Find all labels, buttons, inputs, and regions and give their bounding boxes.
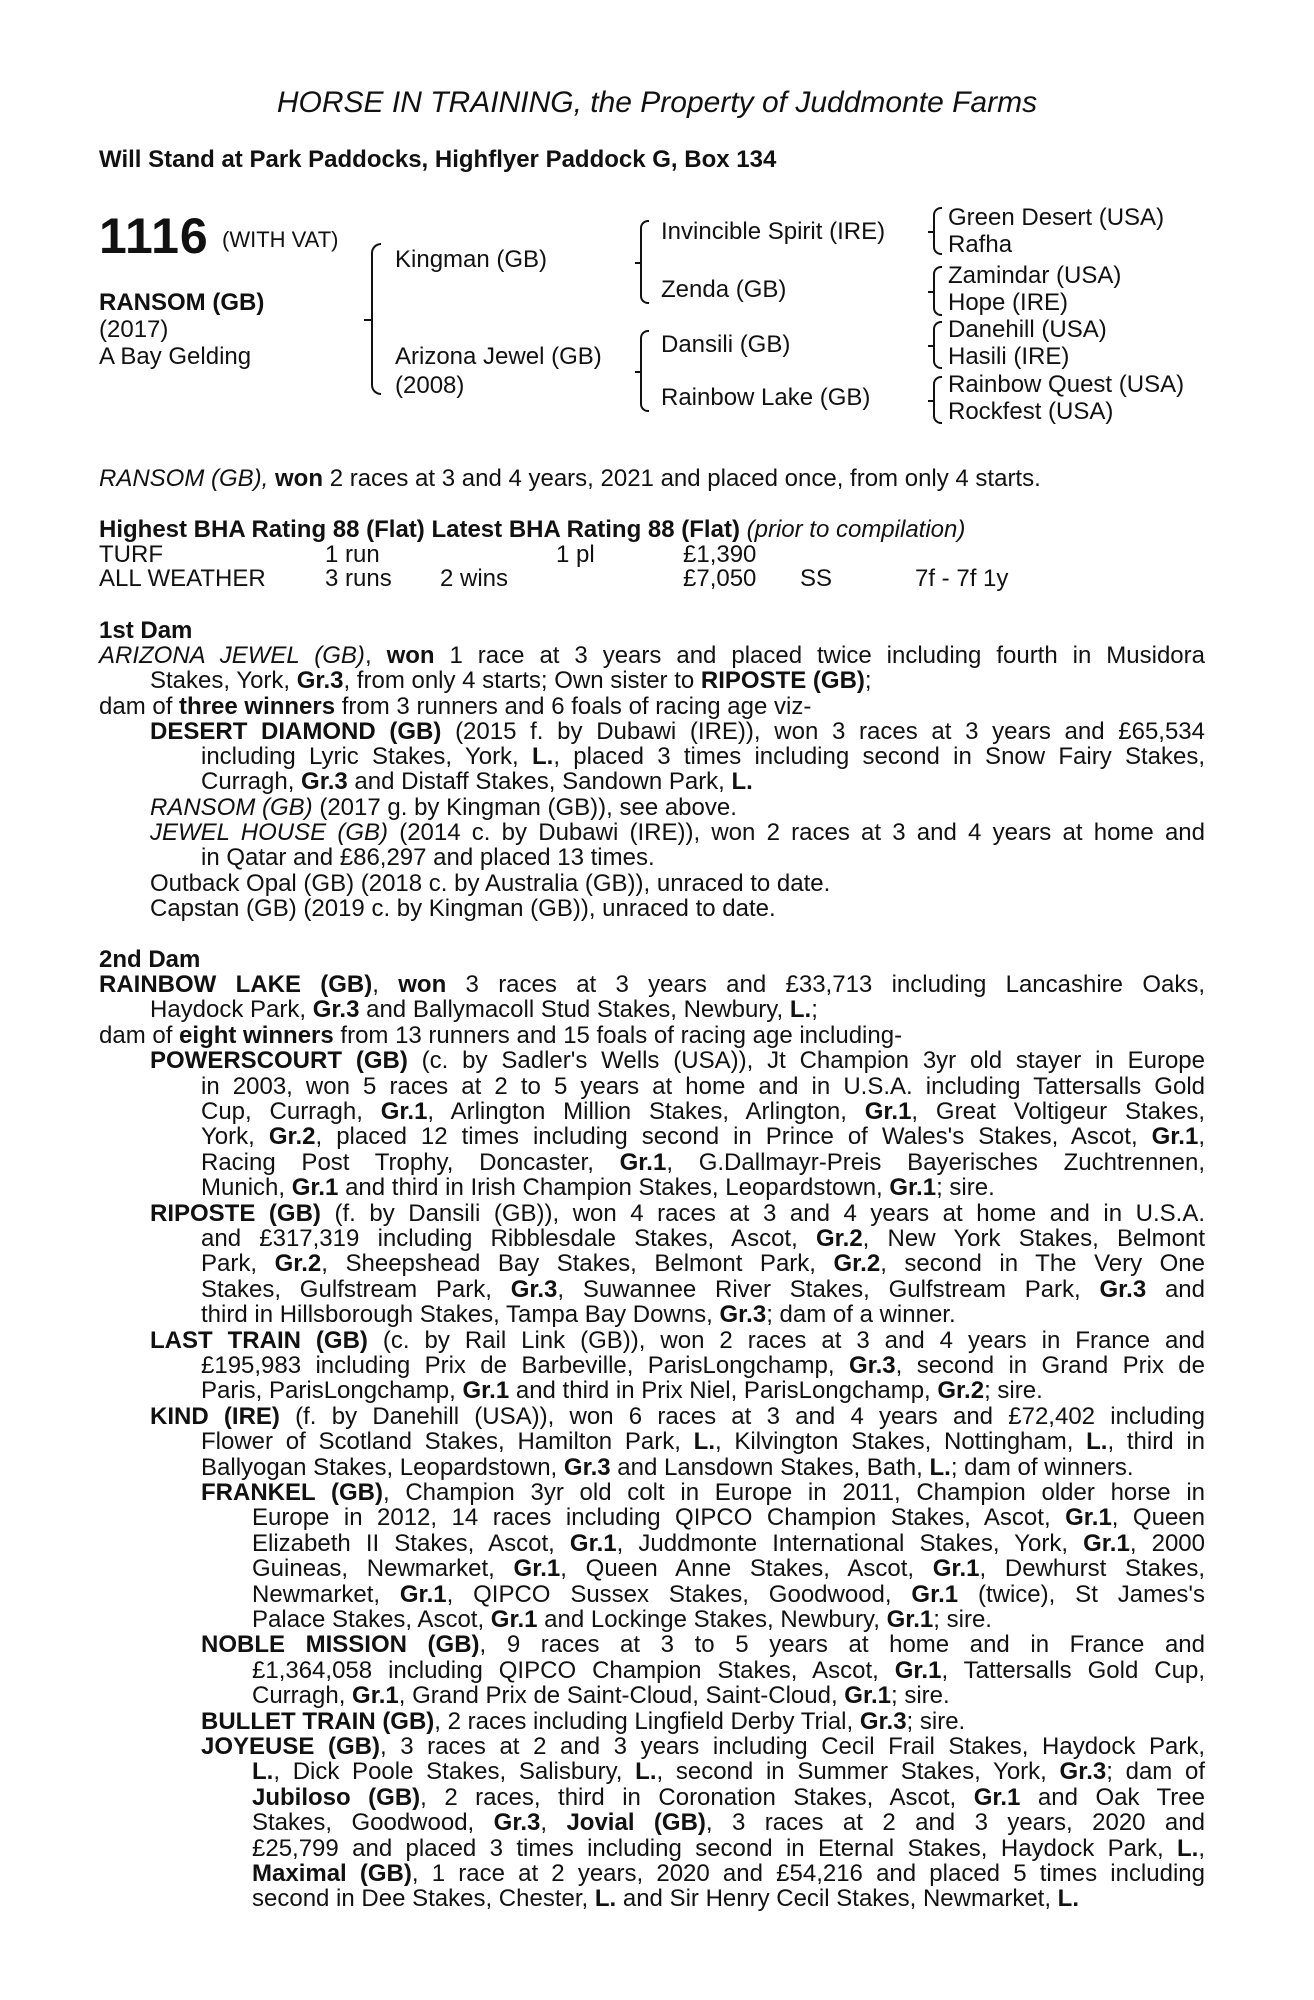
second-dam-line: Europe in 2012, 14 races including QIPCO Champion Stakes, Ascot, Gr.1, Queen <box>252 1504 1205 1531</box>
first-dam-line: including Lyric Stakes, York, L., placed 3 times including second in Snow Fairy Stakes, <box>201 743 1205 770</box>
aw-runs: 3 runs <box>325 565 392 592</box>
first-dam-line: DESERT DIAMOND (GB) (2015 f. by Dubawi (IRE)), won 3 races at 3 years and £65,534 <box>150 718 1205 745</box>
second-dam-line: L., Dick Poole Stakes, Salisbury, L., second in Summer Stakes, York, Gr.3; dam of <box>252 1758 1206 1785</box>
turf-label: TURF <box>99 541 163 568</box>
g3-brace-3 <box>933 321 942 369</box>
turf-runs: 1 run <box>325 541 380 568</box>
horse-description: A Bay Gelding <box>99 343 252 370</box>
pedigree-dam: Arizona Jewel (GB) <box>395 343 602 370</box>
aw-prize: £7,050 <box>683 565 757 592</box>
turf-prize: £1,390 <box>683 541 757 568</box>
second-dam-line: Munich, Gr.1 and third in Irish Champion Stakes, Leopardstown, Gr.1; sire. <box>201 1174 995 1201</box>
pedigree-g3-8: Rockfest (USA) <box>948 398 1114 425</box>
bha-rating <box>99 516 965 544</box>
turf-placed: 1 pl <box>556 541 595 568</box>
second-dam-line: £25,799 and placed 3 times including second in Eternal Stakes, Haydock Park, L., <box>252 1835 1205 1862</box>
rating-note: (prior to compilation) <box>746 516 966 543</box>
second-dam-line: Racing Post Trophy, Doncaster, Gr.1, G.Dallmayr-Preis Bayerisches Zuchtrennen, <box>201 1149 1206 1176</box>
second-dam-line: Guineas, Newmarket, Gr.1, Queen Anne Stakes, Ascot, Gr.1, Dewhurst Stakes, <box>252 1555 1206 1582</box>
vat-note: (WITH VAT) <box>222 227 339 252</box>
second-dam-line: second in Dee Stakes, Chester, L. and Sir Henry Cecil Stakes, Newmarket, L. <box>252 1885 1079 1912</box>
second-dam-line: Cup, Curragh, Gr.1, Arlington Million Stakes, Arlington, Gr.1, Great Voltigeur Stakes, <box>201 1098 1206 1125</box>
second-dam-line: JOYEUSE (GB), 3 races at 2 and 3 years including Cecil Frail Stakes, Haydock Park, <box>201 1733 1206 1760</box>
second-dam-line: dam of eight winners from 13 runners and 15 foals of racing age including- <box>99 1022 903 1049</box>
first-dam-line: JEWEL HOUSE (GB) (2014 c. by Dubawi (IRE)), won 2 races at 3 and 4 years at home and <box>150 819 1206 846</box>
second-dam-line: Newmarket, Gr.1, QIPCO Sussex Stakes, Goodwood, Gr.1 (twice), St James's <box>252 1581 1205 1608</box>
pedigree-g3-5: Danehill (USA) <box>948 316 1107 343</box>
pedigree-sire-sire: Invincible Spirit (IRE) <box>661 218 886 245</box>
catalogue-title: HORSE IN TRAINING, the Property of Juddmonte Farms <box>276 86 1038 119</box>
race-summary <box>99 465 1041 493</box>
second-dam-line: Stakes, Goodwood, Gr.3, Jovial (GB), 3 races at 2 and 3 years, 2020 and <box>252 1809 1205 1836</box>
second-dam-line: Park, Gr.2, Sheepshead Bay Stakes, Belmont Park, Gr.2, second in The Very One <box>201 1250 1206 1277</box>
horse-year: (2017) <box>99 316 169 343</box>
first-dam-line: Stakes, York, Gr.3, from only 4 starts; Own sister to RIPOSTE (GB); <box>150 667 872 694</box>
second-dam-line: RIPOSTE (GB) (f. by Dansili (GB)), won 4 races at 3 and 4 years at home and in U.S.A. <box>150 1200 1205 1227</box>
first-dam-line: RANSOM (GB) (2017 g. by Kingman (GB)), see above. <box>150 794 737 821</box>
pedigree-g3-7: Rainbow Quest (USA) <box>948 371 1185 398</box>
second-dam-line: Maximal (GB), 1 race at 2 years, 2020 and £54,216 and placed 5 times including <box>252 1860 1205 1887</box>
second-dam-line: POWERSCOURT (GB) (c. by Sadler's Wells (USA)), Jt Champion 3yr old stayer in Europe <box>150 1047 1205 1074</box>
second-dam-line: Ballyogan Stakes, Leopardstown, Gr.3 and Lansdown Stakes, Bath, L.; dam of winners. <box>201 1454 1134 1481</box>
aw-distance: 7f - 7f 1y <box>915 565 1009 592</box>
first-dam-heading: 1st Dam <box>99 617 193 644</box>
pedigree-brace <box>371 243 381 395</box>
g3-brace-1 <box>933 207 942 255</box>
pedigree-g3-3: Zamindar (USA) <box>948 262 1122 289</box>
second-dam-line: Jubiloso (GB), 2 races, third in Coronation Stakes, Ascot, Gr.1 and Oak Tree <box>252 1784 1205 1811</box>
second-dam-line: £1,364,058 including QIPCO Champion Stakes, Ascot, Gr.1, Tattersalls Gold Cup, <box>252 1657 1205 1684</box>
first-dam-line: ARIZONA JEWEL (GB), won 1 race at 3 years and placed twice including fourth in Musidora <box>99 642 1205 669</box>
second-dam-line: Flower of Scotland Stakes, Hamilton Park, L., Kilvington Stakes, Nottingham, L., third in <box>201 1428 1205 1455</box>
second-dam-line: Elizabeth II Stakes, Ascot, Gr.1, Juddmonte International Stakes, York, Gr.1, 2000 <box>252 1530 1205 1557</box>
second-dam-line: £195,983 including Prix de Barbeville, ParisLongchamp, Gr.3, second in Grand Prix de <box>201 1352 1206 1379</box>
stand-location: Will Stand at Park Paddocks, Highflyer Paddock G, Box 134 <box>99 146 777 173</box>
second-dam-line: Haydock Park, Gr.3 and Ballymacoll Stud Stakes, Newbury, L.; <box>150 996 818 1023</box>
aw-wins: 2 wins <box>440 565 509 592</box>
pedigree-sire-dam: Zenda (GB) <box>661 276 787 303</box>
second-dam-line: Palace Stakes, Ascot, Gr.1 and Lockinge Stakes, Newbury, Gr.1; sire. <box>252 1606 992 1633</box>
summary-name: RANSOM (GB), <box>99 465 269 492</box>
pedigree-g3-4: Hope (IRE) <box>948 289 1069 316</box>
second-dam-line: York, Gr.2, placed 12 times including second in Prince of Wales's Stakes, Ascot, Gr.1, <box>201 1123 1205 1150</box>
rating-heading: Highest BHA Rating 88 (Flat) Latest BHA Rating 88 (Flat) <box>99 516 740 543</box>
pedigree-sire: Kingman (GB) <box>395 246 548 273</box>
pedigree-g3-2: Rafha <box>948 231 1013 258</box>
first-dam-line: Curragh, Gr.3 and Distaff Stakes, Sandown Park, L. <box>201 768 753 795</box>
second-dam-line: Curragh, Gr.1, Grand Prix de Saint-Cloud, Saint-Cloud, Gr.1; sire. <box>252 1682 950 1709</box>
second-dam-line: third in Hillsborough Stakes, Tampa Bay Downs, Gr.3; dam of a winner. <box>201 1301 956 1328</box>
second-dam-line: NOBLE MISSION (GB), 9 races at 3 to 5 years at home and in France and <box>201 1631 1206 1658</box>
second-dam-line: RAINBOW LAKE (GB), won 3 races at 3 years and £33,713 including Lancashire Oaks, <box>99 971 1206 998</box>
second-dam-line: Paris, ParisLongchamp, Gr.1 and third in Prix Niel, ParisLongchamp, Gr.2; sire. <box>201 1377 1043 1404</box>
pedigree-dam-year: (2008) <box>395 372 465 399</box>
first-dam-line: dam of three winners from 3 runners and 6 foals of racing age viz- <box>99 693 812 720</box>
pedigree-dam-dam: Rainbow Lake (GB) <box>661 384 871 411</box>
second-dam-line: BULLET TRAIN (GB), 2 races including Lingfield Derby Trial, Gr.3; sire. <box>201 1708 966 1735</box>
sire-brace <box>640 220 649 304</box>
horse-name: RANSOM (GB) <box>99 289 265 316</box>
dam-brace <box>640 330 649 412</box>
lot-number: 1116 <box>99 208 209 264</box>
first-dam-line: in Qatar and £86,297 and placed 13 times. <box>201 844 655 871</box>
pedigree-g3-6: Hasili (IRE) <box>948 343 1070 370</box>
pedigree-dam-sire: Dansili (GB) <box>661 331 791 358</box>
aw-ss: SS <box>800 565 833 592</box>
second-dam-line: KIND (IRE) (f. by Danehill (USA)), won 6 races at 3 and 4 years and £72,402 including <box>150 1403 1205 1430</box>
second-dam-line: LAST TRAIN (GB) (c. by Rail Link (GB)), won 2 races at 3 and 4 years in France and <box>150 1327 1205 1354</box>
first-dam-line: Outback Opal (GB) (2018 c. by Australia (GB)), unraced to date. <box>150 870 831 897</box>
g3-brace-2 <box>933 266 942 316</box>
second-dam-line: in 2003, won 5 races at 2 to 5 years at home and in U.S.A. including Tattersalls Gold <box>201 1073 1205 1100</box>
first-dam-line: Capstan (GB) (2019 c. by Kingman (GB)), unraced to date. <box>150 895 776 922</box>
summary-rest: 2 races at 3 and 4 years, 2021 and placed once, from only 4 starts. <box>329 465 1041 492</box>
g3-brace-4 <box>933 376 942 424</box>
aw-label: ALL WEATHER <box>99 565 266 592</box>
second-dam-line: FRANKEL (GB), Champion 3yr old colt in Europe in 2011, Champion older horse in <box>201 1479 1206 1506</box>
second-dam-line: Stakes, Gulfstream Park, Gr.3, Suwannee River Stakes, Gulfstream Park, Gr.3 and <box>201 1276 1205 1303</box>
second-dam-line: and £317,319 including Ribblesdale Stakes, Ascot, Gr.2, New York Stakes, Belmont <box>201 1225 1205 1252</box>
pedigree-g3-1: Green Desert (USA) <box>948 204 1165 231</box>
summary-won: won <box>275 465 324 492</box>
second-dam-heading: 2nd Dam <box>99 946 201 973</box>
